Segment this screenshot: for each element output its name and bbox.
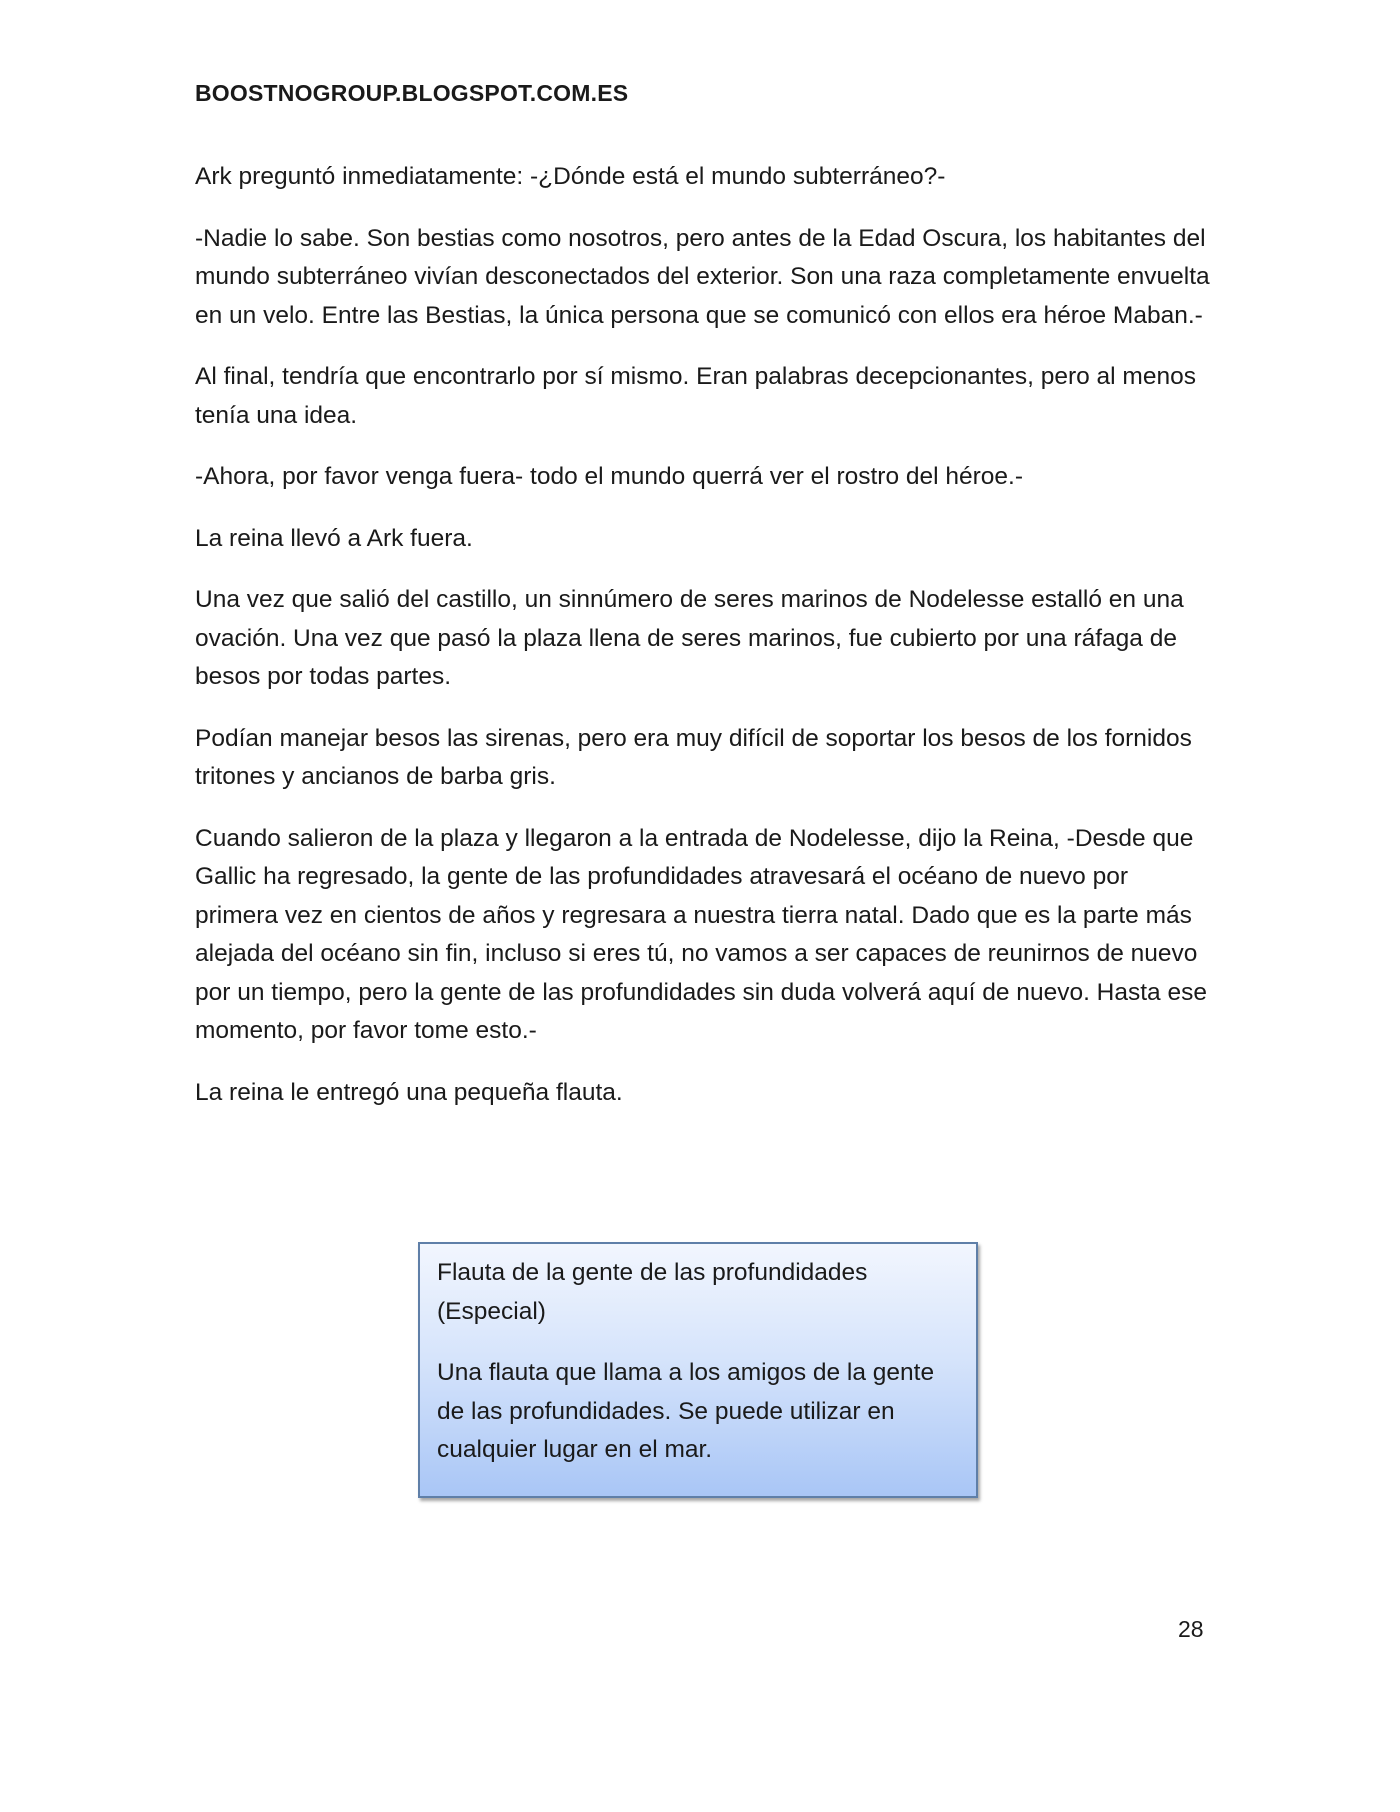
item-title: Flauta de la gente de las profundidades (Especial) xyxy=(437,1259,868,1325)
paragraph: Una vez que salió del castillo, un sinnúmero de seres marinos de Nodelesse estalló en una ovación. Una vez que pasó la plaza llena de seres marinos, fue cubierto por una ráfaga de besos por todas partes. xyxy=(195,586,1184,690)
paragraph: La reina llevó a Ark fuera. xyxy=(195,524,473,552)
item-description: Una flauta que llama a los amigos de la gente de las profundidades. Se puede utilizar en cualquier lugar en el mar. xyxy=(437,1359,935,1463)
item-callout-box xyxy=(418,1242,978,1498)
paragraph: Ark preguntó inmediatamente: -¿Dónde está el mundo subterráneo?- xyxy=(195,163,946,190)
paragraph: La reina le entregó una pequeña flauta. xyxy=(195,1078,623,1106)
paragraph: Cuando salieron de la plaza y llegaron a la entrada de Nodelesse, dijo la Reina, -Desde que Gallic ha regresado, la gente de las profundidades atravesará el océano de nuevo por primera vez en cientos de años y regresara a nuestra tierra natal. Dado que es la parte más alejada del océano sin fin, incluso si eres tú, no vamos a ser capaces de reunirnos de nuevo por un tiempo, pero la gente de las profundidades sin duda volverá aquí de nuevo. Hasta ese momento, por favor tome esto.- xyxy=(195,824,1207,1044)
page-number: 28 xyxy=(1178,1616,1204,1642)
page-header: BOOSTNOGROUP.BLOGSPOT.COM.ES xyxy=(195,80,629,106)
body-text xyxy=(195,158,1210,1135)
paragraph: -Nadie lo sabe. Son bestias como nosotros, pero antes de la Edad Oscura, los habitantes del mundo subterráneo vivían desconectados del exterior. Son una raza completamente envuelta en un velo. Entre las Bestias, la única persona que se comunicó con ellos era héroe Maban.- xyxy=(195,224,1210,329)
paragraph: Al final, tendría que encontrarlo por sí mismo. Eran palabras decepcionantes, pero al menos tenía una idea. xyxy=(195,363,1196,429)
paragraph: -Ahora, por favor venga fuera- todo el mundo querrá ver el rostro del héroe.- xyxy=(195,463,1023,490)
paragraph: Podían manejar besos las sirenas, pero era muy difícil de soportar los besos de los fornidos tritones y ancianos de barba gris. xyxy=(195,724,1192,790)
